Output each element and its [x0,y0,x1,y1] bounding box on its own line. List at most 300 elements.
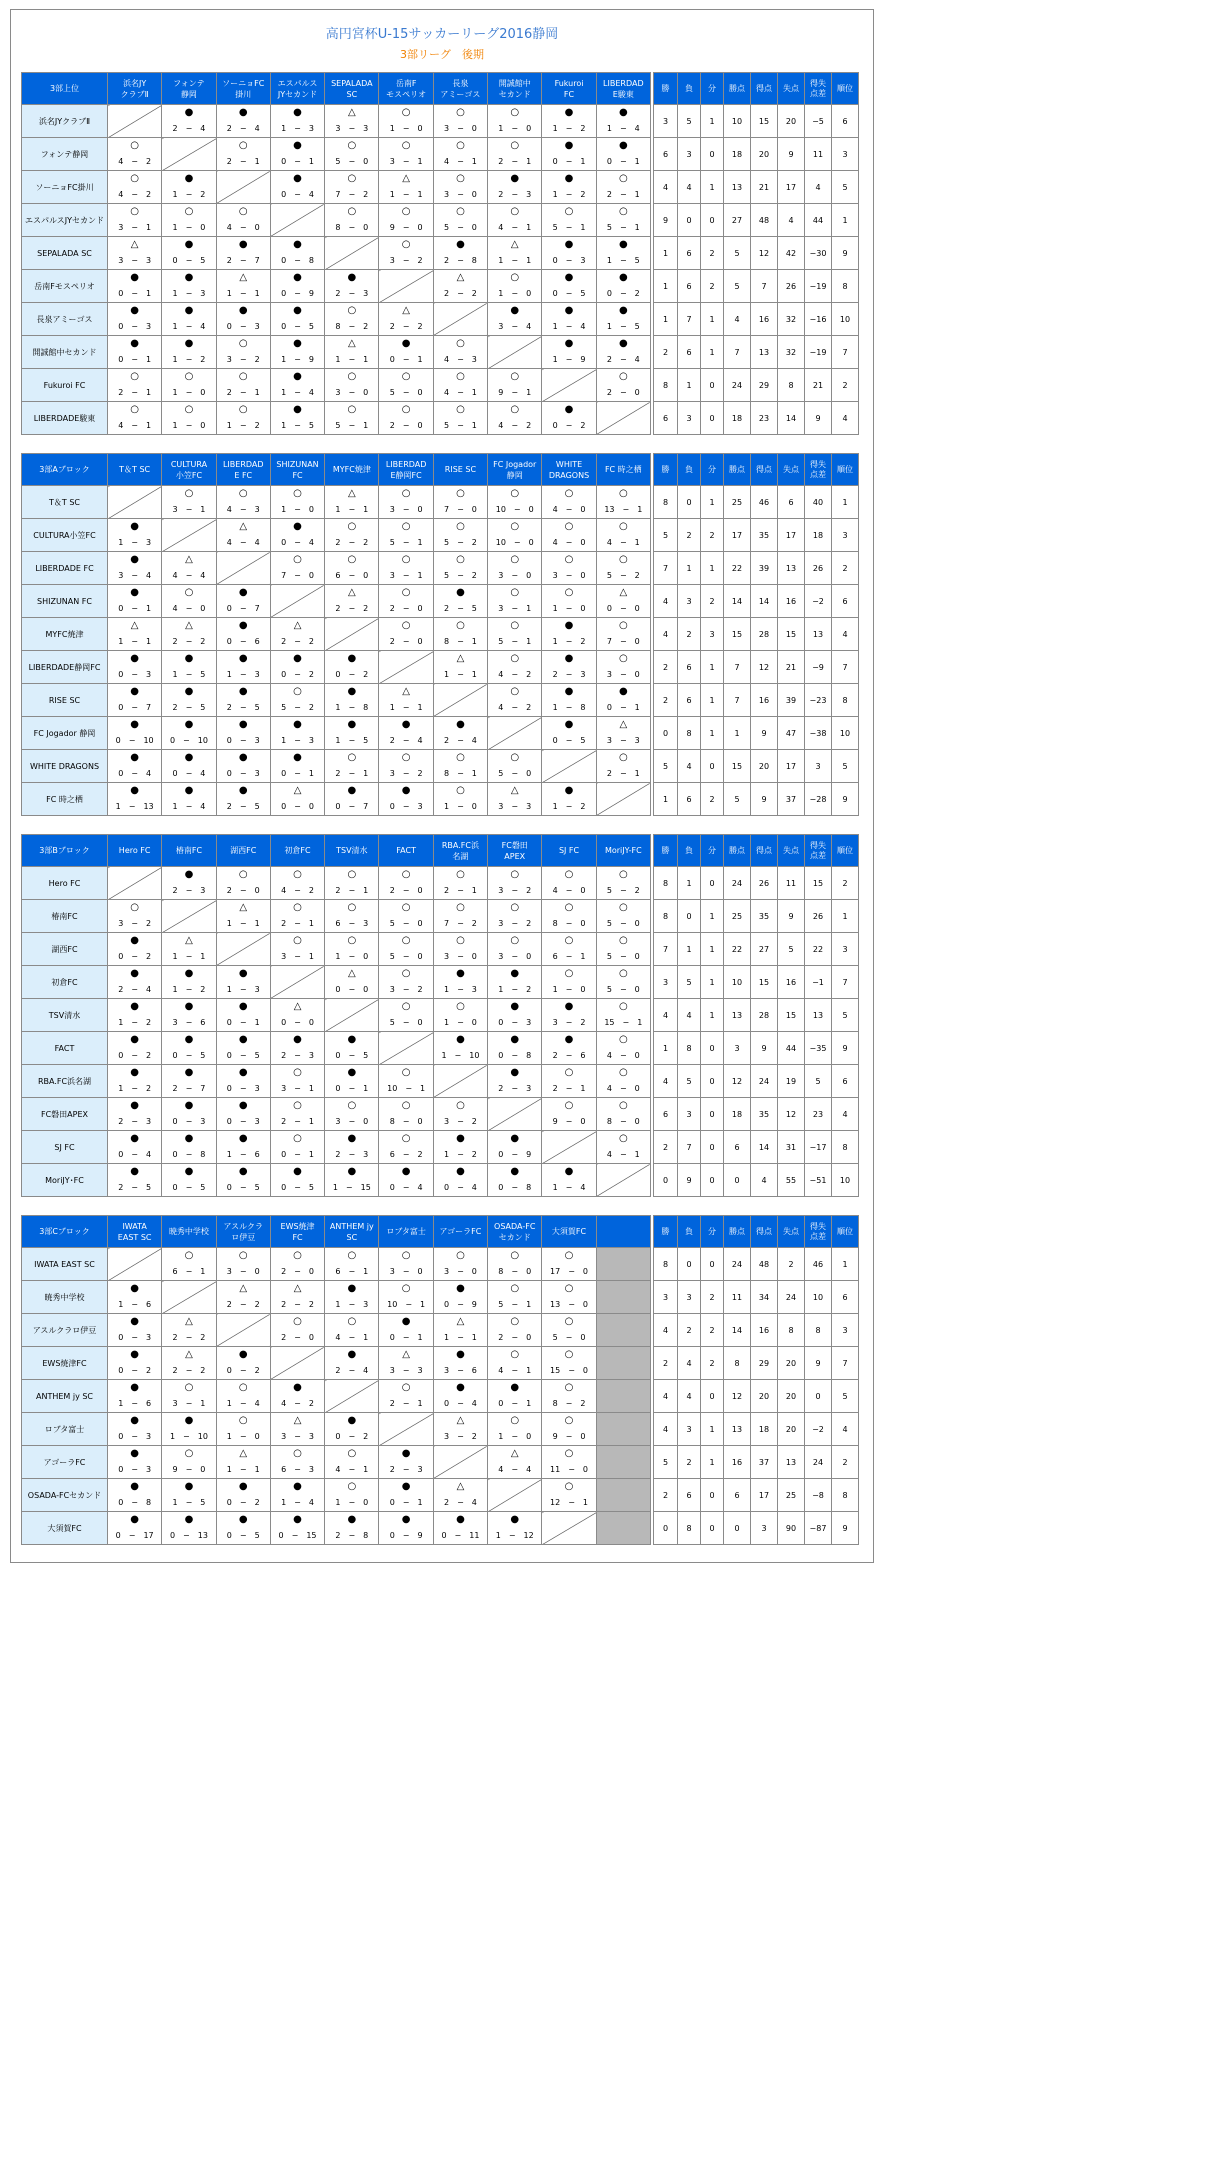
score: 0 − 8 [498,1051,532,1060]
result-cell [108,1380,162,1413]
result-cell [162,171,216,204]
stat-header: 勝点 [724,835,751,867]
stat-value: 4 [654,999,678,1032]
diagonal-cell [542,1512,596,1545]
result-cell [542,519,596,552]
stat-value: 21 [778,651,805,684]
diagonal-cell [108,1248,162,1281]
win-mark: ● [184,1166,194,1177]
result-cell [379,105,433,138]
result-cell [216,1281,270,1314]
draw-mark: △ [402,686,410,697]
stat-value: 6 [678,336,701,369]
score: 1 − 3 [443,985,477,994]
team-name: TSV清水 [22,999,108,1032]
team-row [22,369,651,402]
stat-value: 18 [805,519,832,552]
diagonal-cell [379,1032,433,1065]
win-mark: ● [130,1067,140,1078]
score: 4 − 3 [443,355,477,364]
stat-value: 3 [701,618,724,651]
stat-value: 9 [778,138,805,171]
score: 0 − 5 [172,256,206,265]
win-mark: ● [293,1166,302,1177]
stat-value: 12 [724,1380,751,1413]
win-mark: ● [238,1514,248,1525]
stat-value: 4 [654,585,678,618]
stat-value: 4 [654,1065,678,1098]
win-mark: ● [510,968,520,979]
score: 3 − 3 [281,1432,314,1441]
result-cell [596,966,650,999]
column-header: EWS焼津 FC [270,1216,324,1248]
stat-value: 5 [832,999,859,1032]
result-cell [162,1131,216,1164]
result-cell [108,1347,162,1380]
score: 4 − 1 [443,388,477,397]
score: 0 − 3 [172,1117,206,1126]
stat-value: 20 [751,1380,778,1413]
win-mark: ● [130,968,140,979]
stat-value: −2 [805,1413,832,1446]
result-cell [488,966,542,999]
result-cell [270,270,324,303]
score: 0 − 1 [389,1498,423,1507]
result-cell [488,618,542,651]
stat-value: 9 [678,1164,701,1197]
league-grid [21,834,651,1197]
stat-value: 13 [778,1446,805,1479]
result-cell [108,999,162,1032]
result-cell [542,1413,596,1446]
win-mark: ● [456,1133,465,1144]
result-cell [325,585,379,618]
stat-header: 失点 [778,835,805,867]
stat-value: 6 [832,1065,859,1098]
win-mark: ● [510,305,520,316]
score: 3 − 0 [498,571,532,580]
loss-mark: ○ [401,587,411,598]
win-mark: ● [564,653,574,664]
score: 3 − 0 [335,388,369,397]
loss-mark: ○ [564,935,574,946]
result-cell [216,336,270,369]
loss-mark: ○ [293,1100,302,1111]
result-cell [542,1248,596,1281]
loss-mark: ○ [510,488,520,499]
win-mark: ● [510,1067,520,1078]
score: 4 − 2 [118,157,152,166]
result-cell [379,618,433,651]
draw-mark: △ [185,620,193,631]
result-cell [596,303,650,336]
loss-mark: ○ [618,173,628,184]
stat-value: 1 [701,552,724,585]
league-grid [21,453,651,816]
result-cell [108,237,162,270]
score: 6 − 3 [281,1465,314,1474]
team-row [22,1512,651,1545]
loss-mark: ○ [564,1382,574,1393]
team-row [22,717,651,750]
standings-row [654,171,859,204]
team-name: 大須賀FC [22,1512,108,1545]
result-cell [108,1065,162,1098]
stat-value: 6 [678,651,701,684]
win-mark: ● [510,1034,520,1045]
loss-mark: ○ [238,1415,248,1426]
stat-value: 12 [724,1065,751,1098]
result-cell [596,369,650,402]
diagonal-cell [216,933,270,966]
loss-mark: ○ [238,1382,248,1393]
stat-value: 2 [678,618,701,651]
result-cell [433,651,487,684]
score: 2 − 1 [226,157,260,166]
stat-value: 6 [724,1479,751,1512]
result-cell [162,1164,216,1197]
stat-value: 2 [701,1281,724,1314]
score: 2 − 1 [498,157,532,166]
stat-value: 16 [778,585,805,618]
result-cell [433,402,487,435]
result-cell [216,618,270,651]
result-cell [488,204,542,237]
win-mark: ● [618,338,628,349]
result-cell [488,486,542,519]
loss-mark: ○ [564,1415,574,1426]
diagonal-cell [488,717,542,750]
result-cell [270,1446,324,1479]
stat-header: 分 [701,454,724,486]
stat-header: 順位 [832,835,859,867]
score: 2 − 2 [335,604,369,613]
result-cell [433,900,487,933]
stat-value: 5 [724,237,751,270]
stat-value: 9 [832,237,859,270]
win-mark: ● [238,1001,248,1012]
score: 0 − 3 [226,769,260,778]
draw-mark: △ [293,1415,302,1426]
column-header: SJ FC [542,835,596,867]
stat-value: 15 [805,867,832,900]
stat-value: 6 [654,1098,678,1131]
win-mark: ● [238,1166,248,1177]
score: 4 − 1 [118,421,152,430]
win-mark: ● [238,587,248,598]
stat-value: 18 [724,402,751,435]
score: 2 − 0 [606,388,640,397]
stat-value: 0 [678,900,701,933]
stat-value: 1 [701,684,724,717]
loss-mark: ○ [347,206,357,217]
header-row [22,73,651,105]
win-mark: ● [456,1283,465,1294]
stat-value: 24 [724,1248,751,1281]
stat-value: 7 [832,966,859,999]
win-mark: ● [238,1067,248,1078]
win-mark: ● [238,752,248,763]
diagonal-cell [433,1065,487,1098]
result-cell [325,933,379,966]
result-cell [433,138,487,171]
stat-value: 3 [724,1032,751,1065]
stat-value: 20 [778,1380,805,1413]
result-cell [488,900,542,933]
stat-value: 12 [751,651,778,684]
score: 0 − 2 [606,289,640,298]
result-cell [379,1131,433,1164]
stat-value: 13 [724,999,751,1032]
score: 0 − 5 [172,1051,206,1060]
loss-mark: ○ [293,1316,302,1327]
draw-mark: △ [293,785,302,796]
win-mark: ● [401,1481,411,1492]
loss-mark: ○ [347,1481,357,1492]
result-cell [108,336,162,369]
result-cell [162,204,216,237]
result-cell [542,105,596,138]
stat-value: 0 [654,1512,678,1545]
draw-mark: △ [347,338,356,349]
win-mark: ● [184,1481,194,1492]
result-cell [216,750,270,783]
result-cell [488,237,542,270]
standings-table [653,834,859,1197]
result-cell [108,402,162,435]
win-mark: ● [618,107,628,118]
result-cell [270,336,324,369]
diagonal-cell [270,585,324,618]
score: 2 − 0 [389,421,423,430]
column-header: 開誠館中 セカンド [488,73,542,105]
stat-value: 3 [678,402,701,435]
loss-mark: ○ [456,107,465,118]
win-mark: ● [618,305,628,316]
score: 3 − 0 [389,1267,423,1276]
draw-mark: △ [347,968,356,979]
score: 4 − 0 [606,1051,640,1060]
score: 0 − 1 [606,703,640,712]
win-mark: ● [130,752,140,763]
column-header: CULTURA 小笠FC [162,454,216,486]
score: 1 − 3 [335,1300,369,1309]
result-cell [596,237,650,270]
loss-mark: ○ [510,206,520,217]
stat-value: 20 [778,1413,805,1446]
result-cell [216,1413,270,1446]
result-cell [379,303,433,336]
result-cell [270,1512,324,1545]
score: 1 − 8 [335,703,369,712]
win-mark: ● [130,719,140,730]
team-row [22,1446,651,1479]
win-mark: ● [564,719,574,730]
empty-cell [596,1380,650,1413]
score: 2 − 2 [172,637,206,646]
stat-value: 10 [832,717,859,750]
stat-value: 2 [654,651,678,684]
score: 8 − 2 [335,322,369,331]
score: 1 − 2 [172,985,206,994]
score: 10 − 0 [495,505,534,514]
score: 0 − 3 [118,1432,152,1441]
loss-mark: ○ [618,752,628,763]
win-mark: ● [510,1133,520,1144]
stat-header: 順位 [832,1216,859,1248]
result-cell [108,270,162,303]
score: 0 − 13 [169,1531,208,1540]
result-cell [379,369,433,402]
stat-value: −28 [805,783,832,816]
team-row [22,1164,651,1197]
win-mark: ● [347,1133,357,1144]
stat-value: 8 [805,1314,832,1347]
stat-value: 5 [832,750,859,783]
stat-value: 8 [654,867,678,900]
result-cell [108,1413,162,1446]
stat-value: 23 [751,402,778,435]
stat-value: 8 [654,1248,678,1281]
stat-value: 22 [724,552,751,585]
stat-value: 4 [678,171,701,204]
result-cell [216,105,270,138]
diagonal-cell [596,1164,650,1197]
draw-mark: △ [293,620,302,631]
column-header: SHIZUNAN FC [270,454,324,486]
column-header: RBA.FC浜 名湖 [433,835,487,867]
score: 5 − 0 [335,157,369,166]
score: 9 − 0 [552,1117,586,1126]
result-cell [433,105,487,138]
result-cell [270,303,324,336]
score: 0 − 1 [498,1399,532,1408]
win-mark: ● [347,1067,357,1078]
stat-value: −23 [805,684,832,717]
result-cell [162,1347,216,1380]
result-cell [542,1314,596,1347]
team-name: ソーニョFC掛川 [22,171,108,204]
stat-value: 8 [832,684,859,717]
standings-table [653,453,859,816]
loss-mark: ○ [510,653,520,664]
result-cell [379,585,433,618]
stat-header: 順位 [832,73,859,105]
result-cell [162,750,216,783]
result-cell [270,486,324,519]
stat-value: 0 [654,1164,678,1197]
stat-value: 2 [654,684,678,717]
score: 3 − 4 [118,571,152,580]
stat-value: 4 [678,750,701,783]
score: 0 − 4 [172,769,206,778]
team-row [22,552,651,585]
stat-value: 8 [678,1512,701,1545]
score: 0 − 10 [169,736,208,745]
draw-mark: △ [239,521,248,532]
score: 1 − 1 [443,670,477,679]
score: 1 − 0 [443,802,477,811]
score: 10 − 0 [495,538,534,547]
loss-mark: ○ [510,869,520,880]
stat-value: 20 [778,105,805,138]
result-cell [216,486,270,519]
result-cell [433,1164,487,1197]
score: 2 − 8 [335,1531,369,1540]
score: 1 − 1 [498,256,532,265]
stat-value: 11 [778,867,805,900]
block-label: 3部上位 [22,73,108,105]
result-cell [379,966,433,999]
column-header: 椿南FC [162,835,216,867]
stat-header: 得点 [751,73,778,105]
win-mark: ● [456,1514,465,1525]
column-header: ロブタ富士 [379,1216,433,1248]
score: 4 − 0 [172,604,206,613]
win-mark: ● [238,1481,248,1492]
stat-value: 10 [805,1281,832,1314]
result-cell [596,651,650,684]
stat-value: 26 [751,867,778,900]
score: 0 − 8 [118,1498,152,1507]
score: 1 − 4 [552,322,586,331]
team-name: EWS焼津FC [22,1347,108,1380]
result-cell [108,1281,162,1314]
result-cell [488,1347,542,1380]
score: 3 − 0 [335,1117,369,1126]
stat-value: 17 [778,750,805,783]
column-header: Hero FC [108,835,162,867]
stat-value: 28 [751,618,778,651]
score: 1 − 1 [335,505,369,514]
stat-value: 2 [701,237,724,270]
win-mark: ● [184,173,194,184]
score: 2 − 1 [335,886,369,895]
loss-mark: ○ [456,521,465,532]
score: 6 − 2 [389,1150,423,1159]
score: 0 − 5 [172,1183,206,1192]
loss-mark: ○ [510,686,520,697]
win-mark: ● [564,305,574,316]
win-mark: ● [238,1034,248,1045]
standings-row [654,552,859,585]
score: 2 − 2 [335,538,369,547]
score: 4 − 1 [335,1333,369,1342]
result-cell [379,486,433,519]
column-header: 暁秀中学校 [162,1216,216,1248]
stat-value: 3 [678,1098,701,1131]
score: 3 − 0 [498,952,532,961]
stat-header: 勝 [654,1216,678,1248]
score: 2 − 5 [226,802,260,811]
score: 3 − 1 [281,1084,314,1093]
team-row [22,1314,651,1347]
win-mark: ● [184,1034,194,1045]
win-mark: ● [130,653,140,664]
result-cell [433,204,487,237]
stat-header: 負 [678,454,701,486]
stat-value: 2 [832,1446,859,1479]
result-cell [216,1512,270,1545]
result-cell [379,204,433,237]
stat-value: 0 [701,1512,724,1545]
score: 1 − 0 [226,1432,260,1441]
score: 11 − 0 [550,1465,589,1474]
team-name: Hero FC [22,867,108,900]
score: 0 − 7 [335,802,369,811]
score: 1 − 5 [335,736,369,745]
stat-value: 2 [654,1479,678,1512]
